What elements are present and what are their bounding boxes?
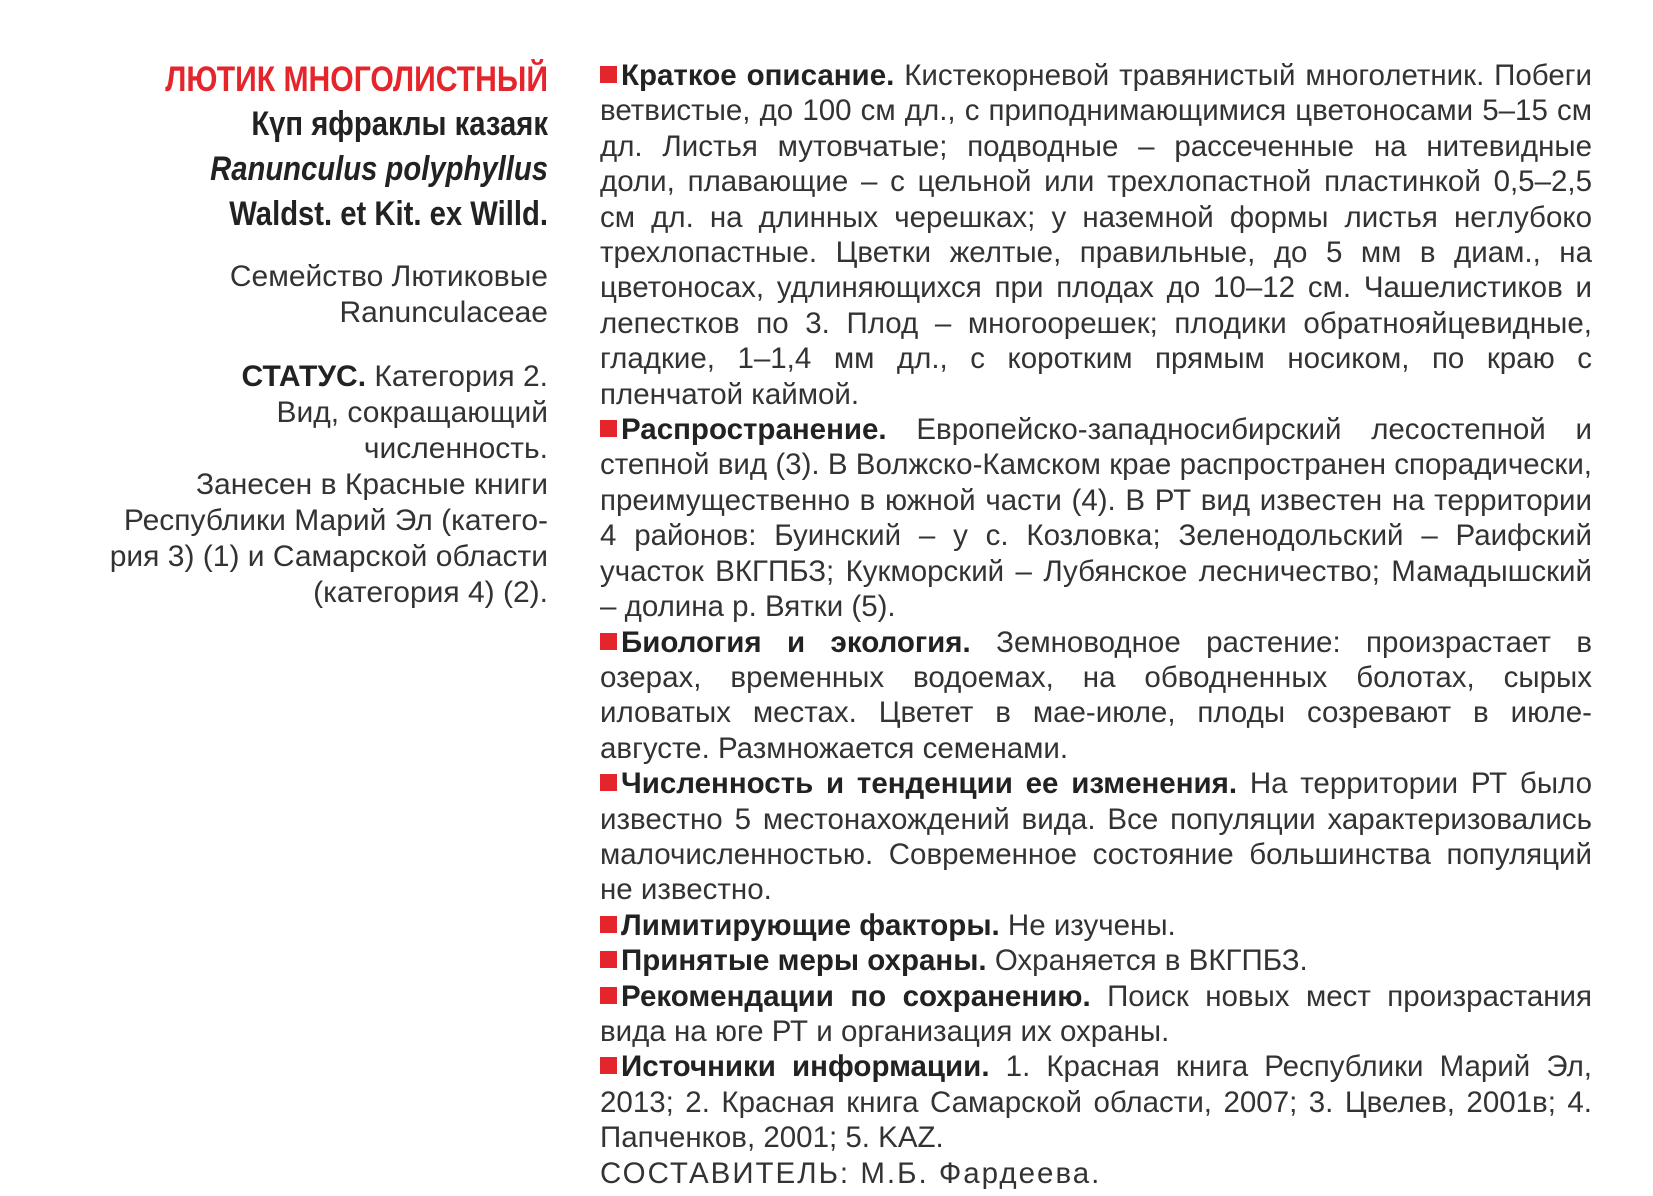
status-line-1 [60,359,548,395]
species-name-russian: ЛЮТИК МНОГОЛИСТНЫЙ [165,60,549,99]
section-marker-icon [600,951,617,968]
status-block [60,359,548,611]
section-heading: Лимитирующие факторы. [621,908,1000,942]
section-heading: Численность и тенденции ее изменения. [621,767,1238,801]
species-name-tatar: Күп яфраклы казаяк [251,105,548,143]
section-limiting-factors [600,908,1592,943]
status-line-5: Республики Марий Эл (катего- [123,504,548,537]
species-author: Waldst. et Kit. ex Willd. [229,195,549,233]
family-name-latin: Ranunculaceae [339,296,548,329]
section-marker-icon [600,633,617,650]
section-recommendations [600,979,1592,1050]
section-marker-icon [600,66,617,83]
species-header-column [60,58,548,611]
status-line-3: численность. [363,432,548,465]
section-text: Кистекорневой травянистый многолетник. Побеги ветвистые, до 100 см дл., с приподнимающимися цветоносами 5–15 см дл. Листья мутовчатые; подводные – рассеченные на нитевидные доли, плавающие – с цельной или трехлопастной пластинкой 0,5–2,5 см дл. на длинных черешках; у наземной формы листья неглубоко трехлопастные. Цветки желтые, правильные, до 5 мм в диам., на цветоносах, удлиняющихся при плодах до 10–12 см. Чашелистиков и лепестков по 3. Плод – многоорешек; плодики обратнояйцевидные, гладкие, 1–1,4 мм дл., с коротким прямым носиком, по краю с пленчатой каймой. [600,59,1592,411]
section-marker-icon [600,1057,617,1074]
section-description [600,58,1592,412]
status-category: Категория 2. [374,360,548,393]
section-heading: Принятые меры охраны. [621,944,987,978]
section-heading: Распространение. [621,413,887,447]
section-text: 1. Красная книга Республики Марий Эл, 2013; 2. Красная книга Самарской области, 2007; 3. Цвелев, 2001в; 4. Папченков, 2001; 5. KAZ. [600,1050,1592,1155]
section-marker-icon [600,987,617,1004]
section-text: Не изучены. [1007,908,1176,942]
section-heading: Источники информации. [621,1050,990,1084]
section-heading: Рекомендации по сохранению. [621,979,1091,1013]
section-biology [600,625,1592,767]
section-marker-icon [600,774,617,791]
family-name-russian: Семейство Лютиковые [229,260,548,293]
compiler-line: СОСТАВИТЕЛЬ: М.Б. Фардеева. [600,1156,1102,1190]
section-distribution [600,412,1592,624]
family-block [60,259,548,331]
section-text: Поиск новых мест произрастания вида на юге РТ и организация их охраны. [600,979,1592,1048]
status-line-7: (категория 4) (2). [313,576,548,609]
section-heading: Биология и экология. [621,625,971,659]
section-marker-icon [600,916,617,933]
status-line-4: Занесен в Красные книги [195,468,548,501]
section-text: Европейско-западносибирский лесостепной и степной вид (3). В Волжско-Камском крае распространен спорадически, преимущественно в южной части (4). В РТ вид известен на территории 4 районов: Буинский – у с. Козловка; Зеленодольский – Раифский участок ВКГПБЗ; Кукморский – Лубянское лесничество; Мамадышский – долина р. Вятки (5). [600,413,1592,624]
section-marker-icon [600,420,617,437]
status-line-6: рия 3) (1) и Самарской области [109,540,548,573]
section-protection-measures [600,943,1592,978]
section-text: Земноводное растение: произрастает в озерах, временных водоемах, на обводненных болотах, сырых иловатых местах. Цветет в мае-июле, плоды созревают в июле-августе. Размножается семенами. [600,625,1593,765]
status-label: СТАТУС. [241,360,367,393]
status-line-2: Вид, сокращающий [276,396,548,429]
species-description-column [600,58,1592,1191]
section-heading: Краткое описание. [621,59,895,92]
species-name-latin: Ranunculus polyphyllus [210,150,548,188]
section-sources [600,1049,1592,1155]
section-text: Охраняется в ВКГПБЗ. [994,944,1308,978]
section-population [600,766,1592,908]
section-text: На территории РТ было известно 5 местонахождений вида. Все популяции характеризовались малочисленностью. Современное состояние большинства популяций не известно. [600,767,1592,907]
